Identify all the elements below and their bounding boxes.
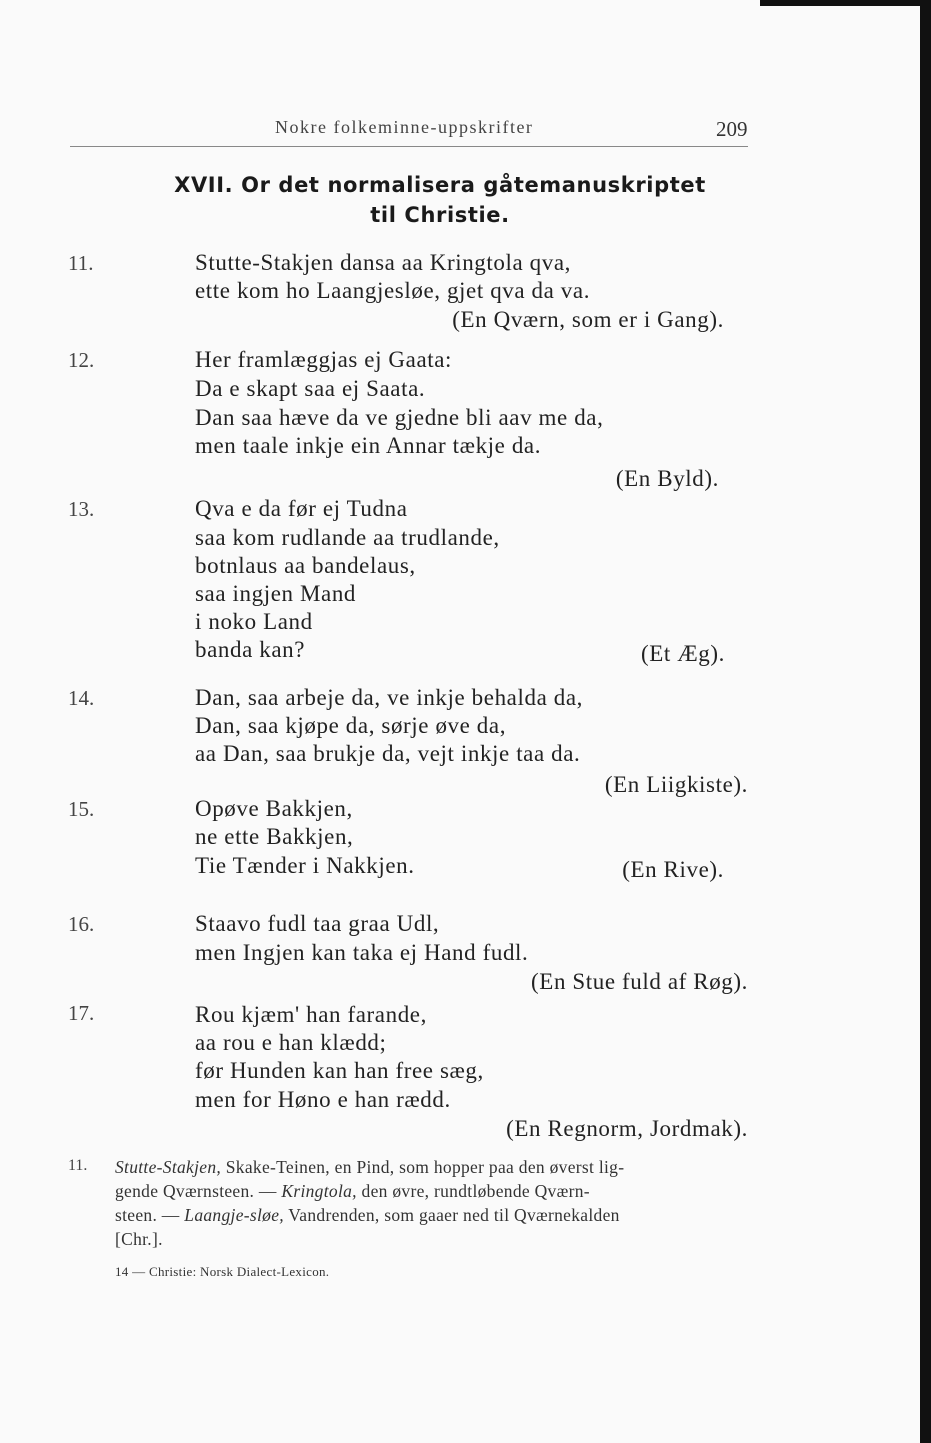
verse-line: Her framlæggjas ej Gaata: xyxy=(195,347,453,372)
riddle-answer: (En Rive). xyxy=(622,857,724,882)
riddle-number: 16. xyxy=(68,912,95,936)
riddle-answer: (En Byld). xyxy=(615,466,719,491)
verse-line: aa Dan, saa brukje da, vejt inkje taa da. xyxy=(195,741,581,766)
verse-line: Stutte-Stakjen dansa aa Kringtola qva, xyxy=(195,250,572,275)
running-title: Nokre folkeminne-uppskrifter xyxy=(275,117,534,137)
section-heading-line2: til Christie. xyxy=(370,203,510,227)
verse-line: i noko Land xyxy=(195,609,313,634)
riddle-number: 13. xyxy=(68,497,95,521)
footnote-term: Stutte-Stakjen, xyxy=(115,1157,222,1177)
riddle-answer: (En Liigkiste). xyxy=(604,772,748,797)
riddle-answer: (Et Æg). xyxy=(640,641,725,666)
verse-line: Opøve Bakkjen, xyxy=(195,796,353,821)
riddle-number: 12. xyxy=(68,348,95,372)
riddle-number: 11. xyxy=(68,251,94,275)
riddle-answer: (En Stue fuld af Røg). xyxy=(531,969,748,994)
verse-line: før Hunden kan han free sæg, xyxy=(195,1058,484,1083)
page-edge-shadow xyxy=(920,0,931,1443)
footnote-text: gende Qværnsteen. — xyxy=(115,1181,282,1201)
footnote-text: Vandrenden, som gaaer ned til Qværnekalden xyxy=(283,1205,620,1225)
footnote-text: Skake-Teinen, en Pind, som hopper paa den øverst lig- xyxy=(221,1157,625,1177)
verse-line: Dan, saa arbeje da, ve inkje behalda da, xyxy=(195,685,583,710)
footnote-text: steen. — xyxy=(115,1205,185,1225)
riddle-number: 15. xyxy=(68,797,95,821)
header-rule xyxy=(70,146,748,147)
verse-line: Rou kjæm' han farande, xyxy=(195,1002,427,1027)
footnote-line xyxy=(115,1203,747,1227)
verse-line: Dan saa hæve da ve gjedne bli aav me da, xyxy=(195,405,604,430)
footnote-line: [Chr.]. xyxy=(115,1229,163,1249)
verse-line: saa ingjen Mand xyxy=(195,581,357,606)
footnote-number: 11. xyxy=(68,1157,88,1174)
verse-line: Qva e da før ej Tudna xyxy=(195,496,408,521)
verse-line: Tie Tænder i Nakkjen. xyxy=(195,853,415,878)
verse-line: saa kom rudlande aa trudlande, xyxy=(195,525,500,550)
riddle-number: 17. xyxy=(68,1001,95,1025)
footnote-term: Kringtola, xyxy=(281,1181,357,1201)
verse-line: banda kan? xyxy=(195,637,306,662)
page-number: 209 xyxy=(716,117,748,141)
verse-line: ne ette Bakkjen, xyxy=(195,824,354,849)
verse-line: Da e skapt saa ej Saata. xyxy=(195,376,426,401)
section-heading xyxy=(120,170,760,230)
footnote-term: Laangje-sløe, xyxy=(184,1205,284,1225)
footnote-text: den øvre, rundtløbende Qværn- xyxy=(356,1181,590,1201)
riddle-answer: (En Regnorm, Jordmak). xyxy=(506,1116,748,1141)
page-edge-shadow-top xyxy=(760,0,931,6)
verse-line: men taale inkje ein Annar tækje da. xyxy=(195,433,542,458)
verse-line: aa rou e han klædd; xyxy=(195,1030,387,1055)
footnote-line xyxy=(115,1179,747,1203)
verse-line: Staavo fudl taa graa Udl, xyxy=(195,911,440,936)
riddle-number: 14. xyxy=(68,686,95,710)
signature-line: 14 — Christie: Norsk Dialect-Lexicon. xyxy=(115,1264,330,1279)
verse-line: botnlaus aa bandelaus, xyxy=(195,553,416,578)
footnote-line xyxy=(115,1155,747,1179)
verse-line: men Ingjen kan taka ej Hand fudl. xyxy=(195,940,529,965)
section-heading-line1: XVII. Or det normalisera gåtemanuskriptet xyxy=(174,173,706,197)
verse-line: men for Høno e han rædd. xyxy=(195,1087,451,1112)
verse-line: ette kom ho Laangjesløe, gjet qva da va. xyxy=(195,278,591,303)
verse-line: Dan, saa kjøpe da, sørje øve da, xyxy=(195,713,507,738)
riddle-answer: (En Qværn, som er i Gang). xyxy=(452,307,724,332)
